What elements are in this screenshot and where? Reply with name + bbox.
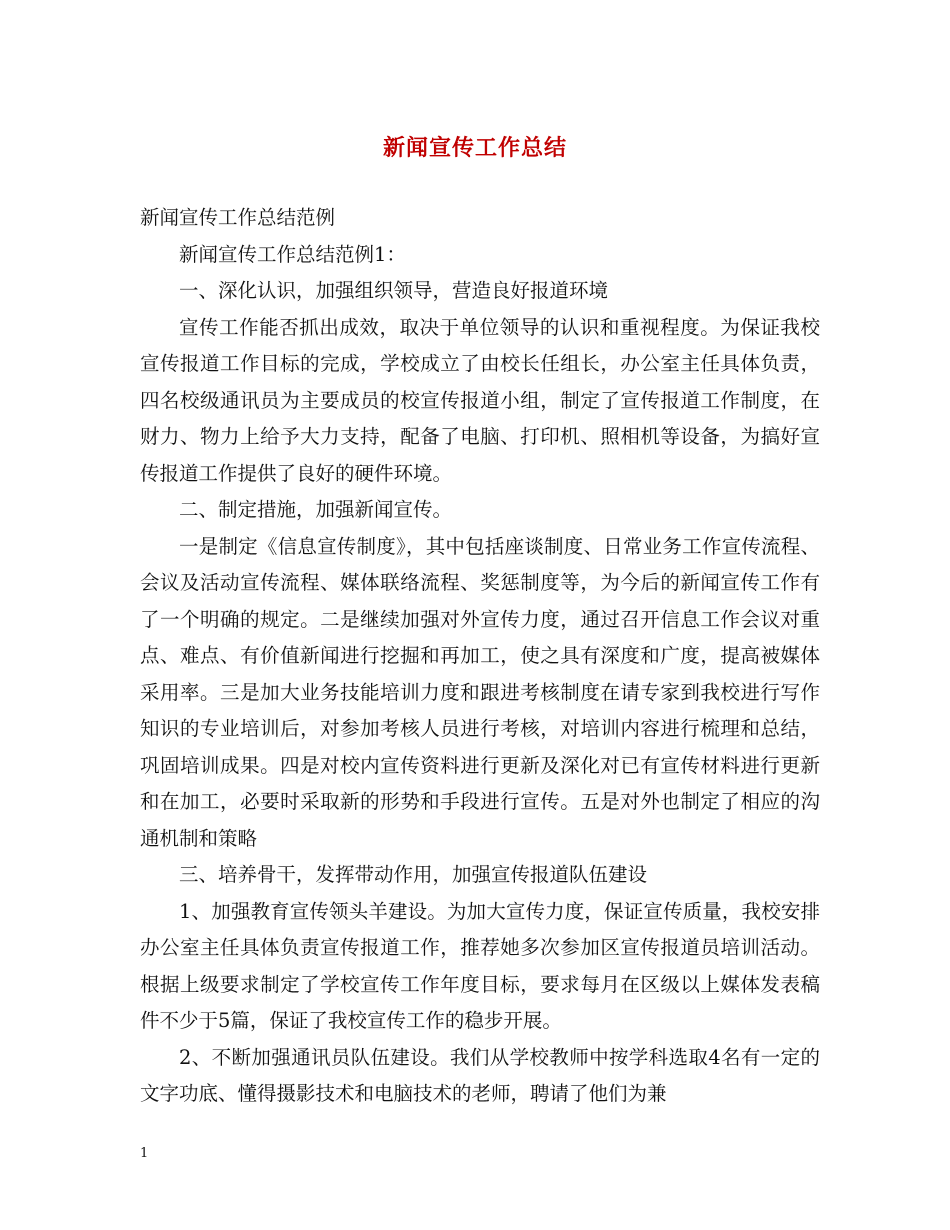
paragraph: 2、不断加强通讯员队伍建设。我们从学校教师中按学科选取4名有一定的文字功底、懂得摄影技术和电脑技术的老师，聘请了他们为兼 [140, 1045, 820, 1105]
document-title: 新闻宣传工作总结 [382, 135, 567, 161]
section-heading-3: 三、培养骨干，发挥带动作用，加强宣传报道队伍建设 [179, 863, 648, 886]
paragraph: 宣传工作能否抓出成效，取决于单位领导的认识和重视程度。为保证我校宣传报道工作目标的完成，学校成立了由校长任组长，办公室主任具体负责，四名校级通讯员为主要成员的校宣传报道小组，制定了宣传报道工作制度，在财力、物力上给予大力支持，配备了电脑、打印机、照相机等设备，为搞好宣传报道工作提供了良好的硬件环境。 [140, 315, 820, 485]
paragraph: 一是制定《信息宣传制度》，其中包括座谈制度、日常业务工作宣传流程、会议及活动宣传流程、媒体联络流程、奖惩制度等，为今后的新闻宣传工作有了一个明确的规定。二是继续加强对外宣传力度，通过召开信息工作会议对重点、难点、有价值新闻进行挖掘和再加工，使之具有深度和广度，提高被媒体采用率。三是加大业务技能培训力度和跟进考核制度在请专家到我校进行写作知识的专业培训后，对参加考核人员进行考核，对培训内容进行梳理和总结，巩固培训成果。四是对校内宣传资料进行更新及深化对已有宣传材料进行更新和在加工，必要时采取新的形势和手段进行宣传。五是对外也制定了相应的沟通机制和策略 [140, 534, 820, 850]
paragraph-subtitle: 新闻宣传工作总结范例 [140, 206, 336, 229]
section-heading-1: 一、深化认识，加强组织领导，营造良好报道环境 [179, 279, 609, 302]
paragraph-example-heading: 新闻宣传工作总结范例1： [179, 242, 406, 266]
paragraph: 1、加强教育宣传领头羊建设。为加大宣传力度，保证宣传质量，我校安排办公室主任具体负责宣传报道工作，推荐她多次参加区宣传报道员培训活动。根据上级要求制定了学校宣传工作年度目标，要求每月在区级以上媒体发表稿件不少于5篇，保证了我校宣传工作的稳步开展。 [140, 899, 820, 1032]
page-number: 1 [140, 1146, 149, 1161]
document-body [140, 200, 820, 1113]
section-heading-2: 二、制定措施，加强新闻宣传。 [179, 498, 453, 521]
